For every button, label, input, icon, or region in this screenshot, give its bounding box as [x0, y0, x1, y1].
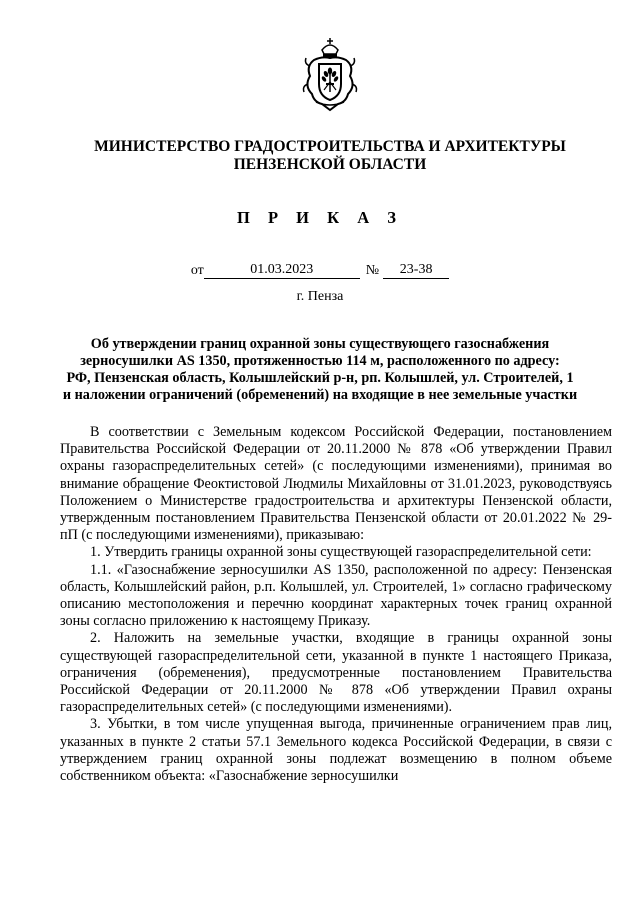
preamble-paragraph: В соответствии с Земельным кодексом Российской Федерации, постановлением Правительства Российской Федерации от 20.11.2000 № 878 «Об утверждении Правил охраны газораспределительных сетей» (с последующими изменениями), принимая во внимание обращение Феоктистовой Людмилы Михайловны от 31.01.2023, руководствуясь Положением о Министерстве градостроительства и архитектуры Пензенской области, утвержденным постановлением Правительства Пензенской области от 20.01.2022 № 29-пП (с последующими изменениями), приказываю:	[60, 424, 612, 544]
ministry-name	[60, 138, 600, 174]
order-subject	[30, 336, 610, 404]
subject-line3: РФ, Пензенская область, Колышлейский р-н, рп. Колышлей, ул. Строителей, 1	[66, 370, 574, 386]
number-label: №	[365, 263, 380, 278]
document-type-title: П Р И К А З	[237, 208, 403, 227]
city-name: г. Пенза	[296, 289, 344, 304]
date-number-line	[0, 262, 640, 279]
subject-line4: и наложении ограничений (обременений) на входящие в нее земельные участки	[62, 387, 578, 403]
ministry-name-line2: ПЕНЗЕНСКОЙ ОБЛАСТИ	[233, 156, 427, 173]
ministry-name-line1: МИНИСТЕРСТВО ГРАДОСТРОИТЕЛЬСТВА И АРХИТЕКТУРЫ	[94, 138, 566, 155]
subject-line2: зерносушилки AS 1350, протяженностью 114 м, расположенного по адресу:	[80, 353, 560, 369]
order-date: 01.03.2023	[204, 262, 360, 279]
order-number: 23-38	[383, 262, 449, 279]
date-from-label: от	[190, 263, 204, 278]
subject-line1: Об утверждении границ охранной зоны существующего газоснабжения	[90, 336, 550, 352]
clause-1-1: 1.1. «Газоснабжение зерносушилки AS 1350, расположенной по адресу: Пензенская область, Колышлейский район, р.п. Колышлей, ул. Строителей, 1» согласно графическому описанию местоположения и перечню координат характерных точек границ охранной зоны согласно приложению к настоящему Приказу.	[60, 561, 612, 630]
coat-of-arms-icon	[300, 36, 360, 114]
clause-2: 2. Наложить на земельные участки, входящие в границы охранной зоны существующей газораспределительной сети, указанной в пункте 1 настоящего Приказа, ограничения (обременения), предусмотренные постановлением Правительства Российской Федерации от 20.11.2000 № 878 «Об утверждении Правил охраны газораспределительных сетей» (с последующими изменениями).	[60, 630, 612, 716]
order-body	[60, 424, 612, 785]
clause-3: 3. Убытки, в том числе упущенная выгода, причиненные ограничением прав лиц, указанных в пункте 2 статьи 57.1 Земельного кодекса Российской Федерации, в связи с утверждением границ охранной зоны подлежат возмещению в полном объеме собственником объекта: «Газоснабжение зерносушилки	[60, 716, 612, 785]
clause-1: 1. Утвердить границы охранной зоны существующей газораспределительной сети:	[90, 544, 592, 561]
